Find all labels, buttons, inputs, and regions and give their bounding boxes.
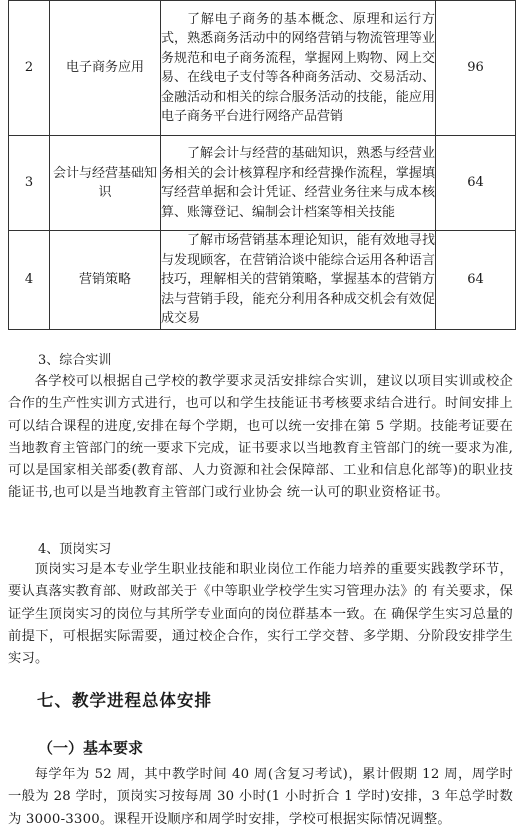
course-name: 电子商务应用 — [50, 1, 161, 136]
course-name: 营销策略 — [50, 231, 161, 330]
course-hours: 96 — [436, 1, 516, 136]
course-number: 2 — [9, 1, 50, 136]
course-hours: 64 — [436, 136, 516, 231]
course-number: 4 — [9, 231, 50, 330]
basic-requirements-heading: （一）基本要求 — [38, 739, 144, 757]
course-name: 会计与经营基础知识 — [50, 136, 161, 231]
course-hours: 64 — [436, 231, 516, 330]
table-row — [9, 1, 516, 136]
course-description: 了解电子商务的基本概念、原理和运行方式，熟悉商务活动中的网络营销与物流管理等业务规范和电子商务流程，掌握网上购物、网上交易、在线电子支付等各种商务活动、交易活动、金融活动和相关的综合服务活动的技能，能应用电子商务平台进行网络产品营销 — [161, 1, 436, 136]
course-description: 了解会计与经营的基础知识，熟悉与经营业务相关的会计核算程序和经营操作流程，掌握填写经营单据和会计凭证、经营业务往来与成本核算、账簿登记、编制会计档案等相关技能 — [161, 136, 436, 231]
table-row — [9, 136, 516, 231]
course-number: 3 — [9, 136, 50, 231]
course-description: 了解市场营销基本理论知识，能有效地寻找与发现顾客，在营销洽谈中能综合运用各种语言技巧，理解相关的营销策略，掌握基本的营销方法与营销手段，能充分利用各种成交机会有效促成交易 — [161, 231, 436, 330]
basic-requirements-body: 每学年为 52 周，其中教学时间 40 周(含复习考试)，累计假期 12 周，周学时一般为 28 学时，顶岗实习按每周 30 小时(1 小时折合 1 学时)安排，3 年总学时数为 3000-3300。课程开设顺序和周学时安排，学校可根据实际情况调整。 — [8, 767, 513, 827]
chapter-7-heading: 七、教学进程总体安排 — [37, 691, 212, 710]
table-row — [9, 231, 516, 330]
section-4-title: 4、顶岗实习 — [38, 542, 112, 557]
section-4-body: 顶岗实习是本专业学生职业技能和职业岗位工作能力培养的重要实践教学环节，要认真落实教育部、财政部关于《中等职业学校学生实习管理办法》的 有关要求，保证学生顶岗实习的岗位与其所学专业面向的岗位群基本一致。在 确保学生实习总量的前提下，可根据实际需要，通过校企合作，实行工学交替、多学期、分阶段安排学生实习。 — [8, 562, 513, 667]
section-3-title: 3、综合实训 — [38, 353, 112, 368]
course-table — [8, 0, 516, 330]
section-3-body: 各学校可以根据自己学校的教学要求灵活安排综合实训，建议以项目实训或校企合作的生产性实训方式进行，也可以和学生技能证书考核要求结合进行。时间安排上可以结合课程的进度,安排在每个学期，也可以统一安排在第 5 学期。技能考证要在当地教育主管部门的统一要求下完成，证书要求以当地教育主管部门的统一要求为准,可以是国家相关部委(教育部、人力资源和社会保障部、工业和信息化部等)的职业技能证书,也可以是当地教育主管部门或行业协会 统一认可的职业资格证书。 — [8, 374, 513, 501]
